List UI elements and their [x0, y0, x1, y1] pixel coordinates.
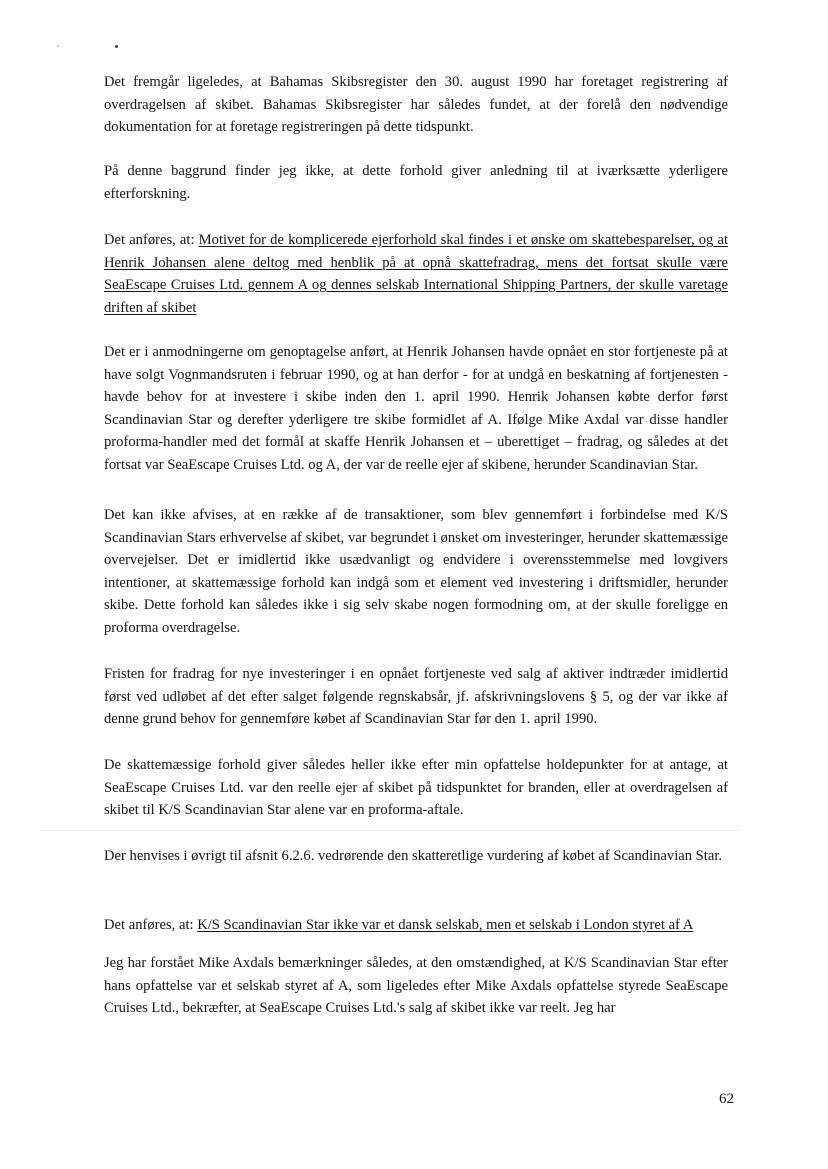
paragraph — [104, 71, 728, 139]
page-number: 62 — [719, 1091, 734, 1107]
paragraph-text: Det er i anmodningerne om genoptagelse anført, at Henrik Johansen havde opnået en stor fortjeneste på at have solgt Vognmandsruten i februar 1990, og at han derfor - for at undgå en beskatning af fortjenesten - havde behov for at investere i skibe inden den 1. april 1990. Henrik Johansen købte derfor først Scandinavian Star og derefter yderligere tre skibe formidlet af A. Ifølge Mike Axdal var disse handler proforma-handler med det formål at skaffe Henrik Johansen et – uberettiget – fradrag, og således at det fortsat var SeaEscape Cruises Ltd. og A, der var de reelle ejer af skibene, herunder Scandinavian Star. — [104, 344, 728, 473]
paragraph — [104, 952, 728, 1020]
scan-speck — [57, 45, 59, 47]
paragraph-text: Det fremgår ligeledes, at Bahamas Skibsregister den 30. august 1990 har foretaget registrering af overdragelsen af skibet. Bahamas Skibsregister har således fundet, at der forelå den nødvendige dokumentation for at foretage registreringen på dette tidspunkt. — [104, 74, 728, 136]
paragraph — [104, 754, 728, 822]
paragraph — [104, 663, 728, 731]
claim-lead: Det anføres, at: — [104, 232, 199, 248]
paragraph-text: De skattemæssige forhold giver således heller ikke efter min opfattelse holdepunkter for at antage, at SeaEscape Cruises Ltd. var den reelle ejer af skibet på tidspunktet for branden, eller at overdragelsen af skibet til K/S Scandinavian Star alene var en proforma-aftale. — [104, 757, 728, 819]
quoted-claim — [104, 229, 728, 319]
quoted-claim — [104, 914, 728, 937]
paragraph-text: På denne baggrund finder jeg ikke, at dette forhold giver anledning til at iværksætte yderligere efterforskning. — [104, 163, 728, 202]
scan-speck — [115, 45, 118, 48]
paragraph-text: Det kan ikke afvises, at en række af de transaktioner, som blev gennemført i forbindelse med K/S Scandinavian Stars erhvervelse af skibet, var begrundet i ønsket om investeringer, herunder skattemæssige overvejelser. Det er imidlertid ikke usædvanligt og endvidere i overensstemmelse med lovgivers intentioner, at skattemæssige forhold kan indgå som et element ved investering i driftsmidler, herunder skibe. Dette forhold kan således ikke i sig selv skabe nogen formodning om, at der skulle foreligge en proforma overdragelse. — [104, 507, 728, 636]
paragraph — [104, 845, 728, 868]
paragraph-text: Jeg har forstået Mike Axdals bemærkninger således, at den omstændighed, at K/S Scandinavian Star efter hans opfattelse var et selskab styret af A, som ligeledes efter Mike Axdals opfattelse styrede SeaEscape Cruises Ltd., bekræfter, at SeaEscape Cruises Ltd.'s salg af skibet ikke var reelt. Jeg har — [104, 955, 728, 1017]
claim-underlined: Motivet for de komplicerede ejerforhold skal findes i et ønske om skattebesparelser, og at Henrik Johansen alene deltog med henblik på at opnå skattefradrag, mens det fortsat skulle være SeaEscape Cruises Ltd. gennem A og dennes selskab International Shipping Partners, der skulle varetage driften af skibet — [104, 232, 728, 316]
paragraph — [104, 341, 728, 477]
paragraph-text: Fristen for fradrag for nye investeringer i en opnået fortjeneste ved salg af aktiver indtræder imidlertid først ved udløbet af det efter salget følgende regnskabsår, jf. afskrivningslovens § 5, og der var ikke af denne grund behov for gennemføre købet af Scandinavian Star før den 1. april 1990. — [104, 666, 728, 728]
paragraph-text: Der henvises i øvrigt til afsnit 6.2.6. vedrørende den skatteretlige vurdering af købet af Scandinavian Star. — [104, 848, 723, 864]
paragraph — [104, 160, 728, 205]
paragraph — [104, 504, 728, 640]
claim-lead: Det anføres, at: — [104, 917, 198, 933]
scan-line — [40, 830, 740, 831]
claim-underlined: K/S Scandinavian Star ikke var et dansk selskab, men et selskab i London styret af A — [197, 917, 694, 933]
